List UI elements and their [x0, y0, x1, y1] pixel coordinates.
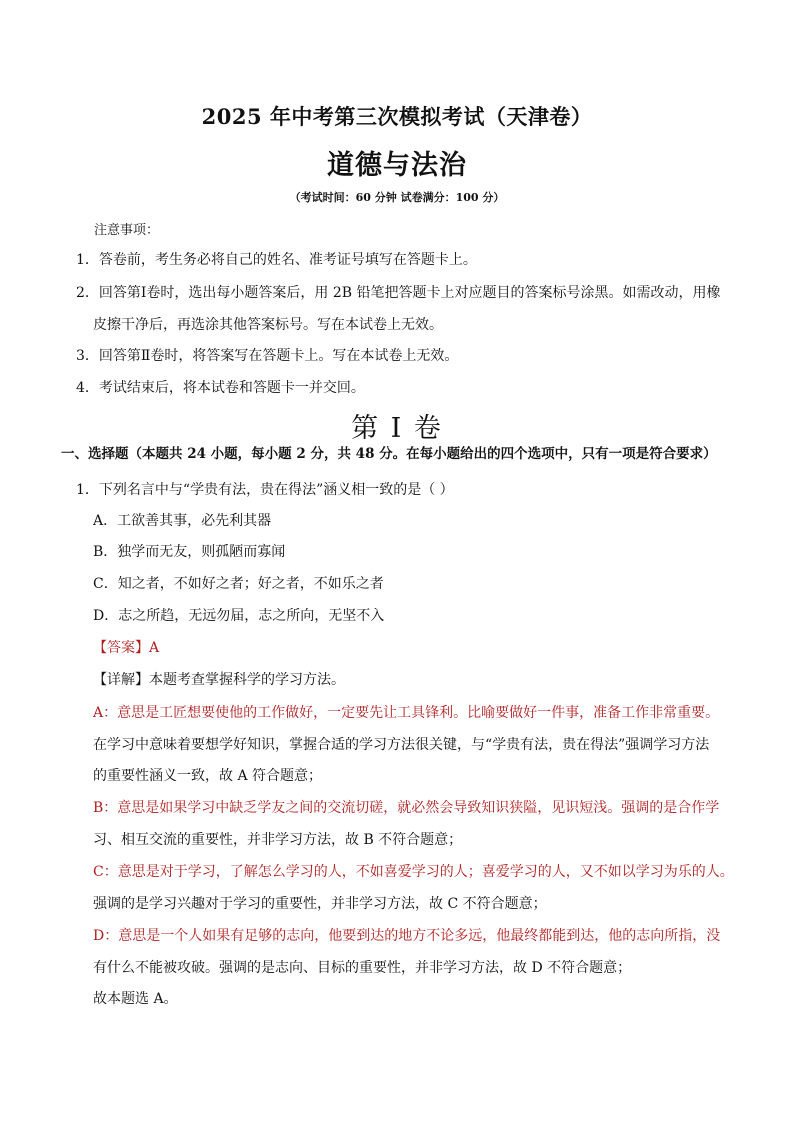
option-c: C．知之者，不如好之者；好之者，不如乐之者 — [93, 576, 384, 592]
analysis-line-1: A：意思是工匠想要使他的工作做好，一定要先让工具锋利。比喻要做好一件事，准备工作非常重要。 — [93, 705, 720, 721]
analysis-line-7: 强调的是学习兴趣对于学习的重要性，并非学习方法，故 C 不符合题意； — [93, 896, 547, 912]
analysis-line-9: 有什么不能被攻破。强调的是志向、目标的重要性，并非学习方法，故 D 不符合题意； — [93, 960, 632, 976]
question-stem: 1．下列名言中与“学贵有法，贵在得法”涵义相一致的是（ ） — [76, 482, 454, 498]
answer-label: 【答案】A — [93, 640, 160, 656]
option-d: D．志之所趋，无远勿届，志之所向，无坚不入 — [93, 608, 385, 624]
analysis-line-6: C：意思是对于学习，了解怎么学习的人，不如喜爱学习的人；喜爱学习的人，又不如以学习为乐的人。 — [93, 864, 734, 880]
option-b: B．独学而无友，则孤陋而寡闻 — [93, 544, 286, 560]
notice-item-1: 1．答卷前，考生务必将自己的姓名、准考证号填写在答题卡上。 — [76, 252, 477, 268]
analysis-line-2: 在学习中意味着要想学好知识，掌握合适的学习方法很关键，与“学贵有法，贵在得法”强调学习方法 — [93, 737, 710, 753]
analysis-line-4: B：意思是如果学习中缺乏学友之间的交流切磋，就必然会导致知识狭隘，见识短浅。强调的是合作学 — [93, 800, 720, 816]
notice-item-3: 3．回答第Ⅱ卷时，将答案写在答题卡上。写在本试卷上无效。 — [76, 348, 459, 364]
analysis-line-3: 的重要性涵义一致，故 A 符合题意； — [93, 768, 323, 784]
detail-intro: 【详解】本题考查掌握科学的学习方法。 — [93, 672, 345, 688]
section-title: 第 I 卷 — [351, 413, 443, 444]
analysis-line-8: D：意思是一个人如果有足够的志向，他要到达的地方不论多远，他最终都能到达，他的志向所指，没 — [93, 928, 721, 944]
notice-item-2-continued: 皮擦干净后，再选涂其他答案标号。写在本试卷上无效。 — [93, 317, 443, 333]
exam-title: 2025 年中考第三次模拟考试（天津卷） — [201, 104, 593, 129]
analysis-line-5: 习、相互交流的重要性，并非学习方法，故 B 不符合题意； — [93, 832, 463, 848]
notice-item-4: 4．考试结束后，将本试卷和答题卡一并交回。 — [76, 380, 365, 396]
notice-heading: 注意事项： — [94, 223, 160, 238]
section-description: 一、选择题（本题共 24 小题，每小题 2 分，共 48 分。在每小题给出的四个选项中，只有一项是符合要求） — [61, 446, 717, 462]
exam-info: （考试时间：60 分钟 试卷满分：100 分） — [289, 191, 505, 204]
analysis-conclusion: 故本题选 A。 — [93, 991, 178, 1007]
subject-title: 道德与法治 — [327, 150, 467, 181]
notice-item-2: 2．回答第Ⅰ卷时，选出每小题答案后，用 2B 铅笔把答题卡上对应题目的答案标号涂黑。如需改动，用橡 — [76, 285, 721, 301]
option-a: A．工欲善其事，必先利其器 — [93, 513, 272, 529]
